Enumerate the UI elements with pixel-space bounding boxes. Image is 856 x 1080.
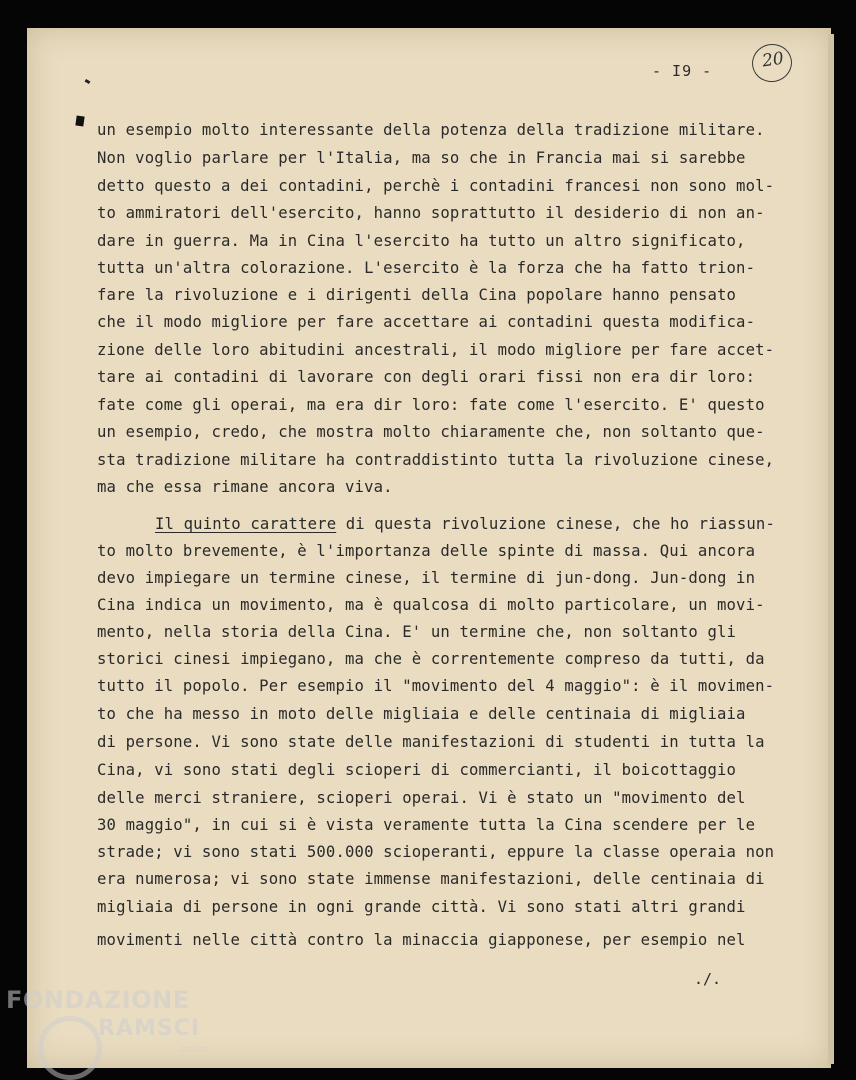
text-line: to che ha messo in moto delle migliaia e delle centinaia di migliaia xyxy=(97,705,746,723)
text-line: Cina, vi sono stati degli scioperi di commercianti, il boicottaggio xyxy=(97,761,737,779)
text-line: fare la rivoluzione e i dirigenti della Cina popolare hanno pensato xyxy=(97,286,737,304)
text-line: zione delle loro abitudini ancestrali, il modo migliore per fare accet- xyxy=(97,341,775,359)
page-number: - I9 - xyxy=(652,62,713,80)
watermark-text-middle: RAMSCI xyxy=(98,1016,201,1041)
text-line: movimenti nelle città contro la minaccia giapponese, per esempio nel xyxy=(97,931,746,949)
text-line: un esempio, credo, che mostra molto chiaramente che, non soltanto que- xyxy=(97,423,765,441)
page-edge xyxy=(828,34,834,1064)
text-span: di questa rivoluzione cinese, che ho riassun- xyxy=(336,515,775,533)
text-line: delle merci straniere, scioperi operai. Vi è stato un "movimento del xyxy=(97,789,746,807)
text-line: dare in guerra. Ma in Cina l'esercito ha tutto un altro significato, xyxy=(97,232,746,250)
text-line: devo impiegare un termine cinese, il termine di jun-dong. Jun-dong in xyxy=(97,569,756,587)
folio-number: 20 xyxy=(760,48,786,72)
text-line: tare ai contadini di lavorare con degli orari fissi non era dir loro: xyxy=(97,368,756,386)
ink-blot xyxy=(75,115,84,126)
text-line: to ammiratori dell'esercito, hanno soprattutto il desiderio di non an- xyxy=(97,204,765,222)
text-line: storici cinesi impiegano, ma che è correntemente compreso da tutti, da xyxy=(97,650,765,668)
paragraph-first-line xyxy=(155,514,775,534)
text-line: un esempio molto interessante della potenza della tradizione militare. xyxy=(97,121,765,139)
text-line: ma che essa rimane ancora viva. xyxy=(97,478,393,496)
text-line: 30 maggio", in cui si è vista veramente tutta la Cina scendere per le xyxy=(97,816,756,834)
text-line: detto questo a dei contadini, perchè i contadini francesi non sono mol- xyxy=(97,177,775,195)
text-line: che il modo migliore per fare accettare ai contadini questa modifica- xyxy=(97,313,756,331)
underlined-phrase: Il quinto carattere xyxy=(155,515,337,533)
text-line: Non voglio parlare per l'Italia, ma so che in Francia mai si sarebbe xyxy=(97,149,746,167)
watermark-text-top: FONDAZIONE xyxy=(6,986,190,1014)
text-line: strade; vi sono stati 500.000 scioperanti, eppure la classe operaia non xyxy=(97,843,775,861)
text-line: to molto brevemente, è l'importanza delle spinte di massa. Qui ancora xyxy=(97,542,756,560)
text-line: tutta un'altra colorazione. L'esercito è la forza che ha fatto trion- xyxy=(97,259,756,277)
watermark-logo xyxy=(6,986,221,1080)
watermark-g-icon xyxy=(38,1016,102,1080)
text-line: tutto il popolo. Per esempio il "movimento del 4 maggio": è il movimen- xyxy=(97,677,775,695)
text-line: migliaia di persone in ogni grande città. Vi sono stati altri grandi xyxy=(97,898,746,916)
text-line: mento, nella storia della Cina. E' un termine che, non soltanto gli xyxy=(97,623,737,641)
text-line: di persone. Vi sono state delle manifestazioni di studenti in tutta la xyxy=(97,733,765,751)
text-line: sta tradizione militare ha contraddistinto tutta la rivoluzione cinese, xyxy=(97,451,775,469)
text-line: Cina indica un movimento, ma è qualcosa di molto particolare, un movi- xyxy=(97,596,765,614)
text-line: era numerosa; vi sono state immense manifestazioni, delle centinaia di xyxy=(97,870,765,888)
watermark-text-bottom: onlus xyxy=(180,1044,207,1055)
text-line: fate come gli operai, ma era dir loro: fate come l'esercito. E' questo xyxy=(97,396,765,414)
continuation-mark: ./. xyxy=(694,970,722,988)
